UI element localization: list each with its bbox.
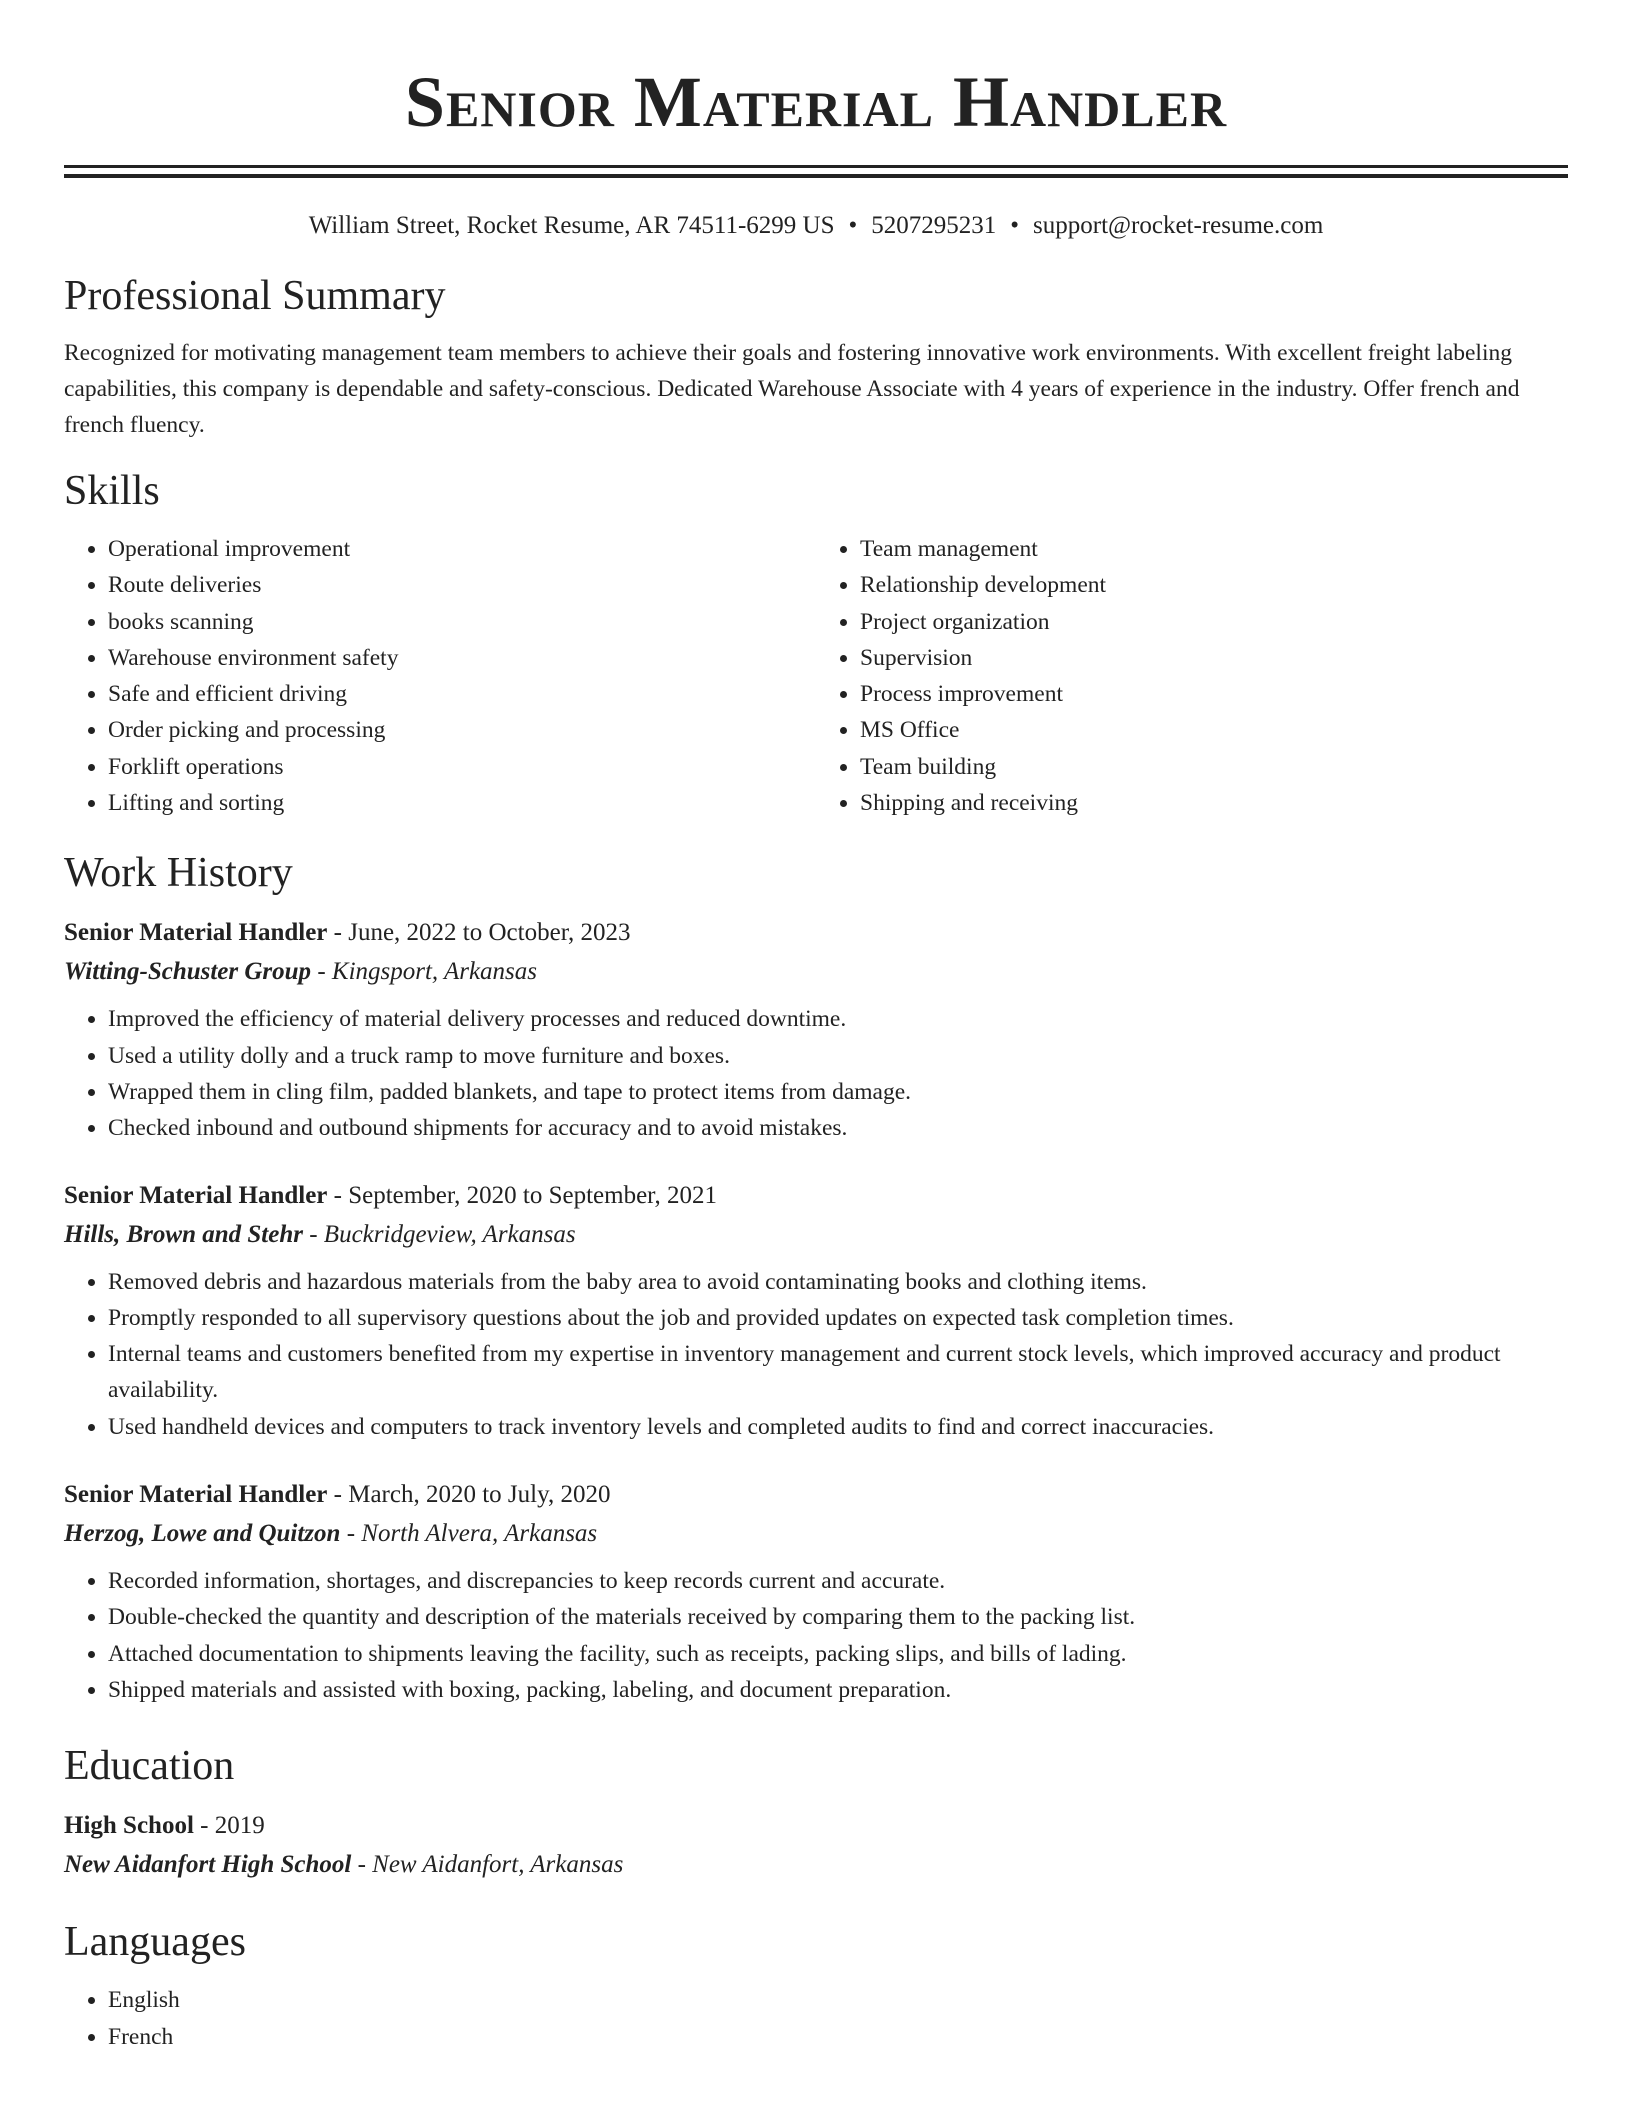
- summary-heading: Professional Summary: [64, 273, 446, 319]
- skill-item: • Operational improvement: [108, 531, 816, 567]
- job-heading: [64, 913, 1568, 953]
- skill-item: • Safe and efficient driving: [108, 676, 816, 712]
- job-bullet: • Used handheld devices and computers to track inventory levels and completed audits to find and correct inaccuracies.: [108, 1409, 1568, 1445]
- job-bullet: • Recorded information, shortages, and discrepancies to keep records current and accurate.: [108, 1563, 1568, 1599]
- skill-item: • Order picking and processing: [108, 712, 816, 748]
- job-bullet-list: [64, 1563, 1568, 1708]
- contact-phone: 5207295231: [871, 212, 997, 239]
- job-title: Senior Material Handler: [64, 1481, 328, 1509]
- job-bullet: • Removed debris and hazardous materials from the baby area to avoid contaminating books and clothing items.: [108, 1264, 1568, 1300]
- education-year: - 2019: [193, 1812, 265, 1840]
- languages-list: [64, 1982, 1568, 2055]
- skill-item: • books scanning: [108, 604, 816, 640]
- skill-item: • Process improvement: [860, 676, 1568, 712]
- skill-item: • Supervision: [860, 640, 1568, 676]
- job-bullet-list: [64, 1264, 1568, 1445]
- job-heading: [64, 1475, 1568, 1515]
- education-heading: Education: [64, 1743, 235, 1790]
- contact-address: William Street, Rocket Resume, AR 74511-6299 US: [308, 212, 835, 239]
- job-bullet: • Checked inbound and outbound shipments for accuracy and to avoid mistakes.: [108, 1110, 1568, 1146]
- language-item: • French: [108, 2019, 1568, 2055]
- education-degree-line: [64, 1806, 1568, 1846]
- skill-item: • Route deliveries: [108, 567, 816, 603]
- summary-text: Recognized for motivating management team members to achieve their goals and fostering innovative work environments. With excellent freight labeling capabilities, this company is dependable and safety-conscious. Dedicated Warehouse Associate with 4 years of experience in the industry. Offer french and french fluency.: [64, 340, 1520, 438]
- resume-name: Senior Material Handler: [404, 62, 1228, 142]
- education-school: New Aidanfort High School: [64, 1851, 352, 1879]
- header-rule-top: [64, 165, 1568, 168]
- skills-columns: [64, 531, 1568, 821]
- job-bullet-list: [64, 1001, 1568, 1146]
- contact-line: [64, 210, 1568, 242]
- job-entry: [64, 1475, 1568, 1708]
- languages-heading: Languages: [64, 1919, 246, 1966]
- skills-heading: Skills: [64, 468, 160, 514]
- skill-item: • Relationship development: [860, 567, 1568, 603]
- skill-item: • Team building: [860, 749, 1568, 785]
- job-dates: - September, 2020 to September, 2021: [327, 1181, 717, 1209]
- skills-list-right: [816, 531, 1568, 821]
- skill-item: • Warehouse environment safety: [108, 640, 816, 676]
- contact-separator: •: [1010, 212, 1020, 239]
- education-school-line: [64, 1846, 1568, 1884]
- job-bullet: • Improved the efficiency of material delivery processes and reduced downtime.: [108, 1001, 1568, 1037]
- skill-item: • Shipping and receiving: [860, 785, 1568, 821]
- job-dates: - March, 2020 to July, 2020: [327, 1481, 611, 1509]
- job-location: - Buckridgeview, Arkansas: [302, 1220, 576, 1248]
- language-item: • English: [108, 1982, 1568, 2018]
- skills-list-left: [64, 531, 816, 821]
- job-company: Hills, Brown and Stehr: [64, 1220, 303, 1248]
- job-dates: - June, 2022 to October, 2023: [327, 919, 631, 947]
- education-degree: High School: [64, 1812, 194, 1840]
- job-entry: [64, 913, 1568, 1146]
- skill-item: • Team management: [860, 531, 1568, 567]
- job-heading: [64, 1176, 1568, 1216]
- job-location: - North Alvera, Arkansas: [340, 1520, 598, 1548]
- job-bullet: • Attached documentation to shipments leaving the facility, such as receipts, packing slips, and bills of lading.: [108, 1636, 1568, 1672]
- job-employer: [64, 1515, 1568, 1553]
- job-company: Herzog, Lowe and Quitzon: [64, 1520, 341, 1548]
- job-location: - Kingsport, Arkansas: [311, 958, 538, 986]
- job-bullet: • Used a utility dolly and a truck ramp to move furniture and boxes.: [108, 1038, 1568, 1074]
- job-title: Senior Material Handler: [64, 1181, 328, 1209]
- job-bullet: • Double-checked the quantity and description of the materials received by comparing them to the packing list.: [108, 1599, 1568, 1635]
- skill-item: • Project organization: [860, 604, 1568, 640]
- resume-page: [64, 0, 1568, 2055]
- job-bullet: • Wrapped them in cling film, padded blankets, and tape to protect items from damage.: [108, 1074, 1568, 1110]
- header-rule-bottom: [64, 174, 1568, 178]
- education-entry: [64, 1806, 1568, 1884]
- job-bullet: • Internal teams and customers benefited from my expertise in inventory management and current stock levels, which improved accuracy and product availability.: [108, 1336, 1568, 1409]
- skill-item: • Lifting and sorting: [108, 785, 816, 821]
- work-history-heading: Work History: [64, 850, 293, 897]
- skill-item: • Forklift operations: [108, 749, 816, 785]
- job-entry: [64, 1176, 1568, 1445]
- job-employer: [64, 1216, 1568, 1254]
- job-bullet: • Promptly responded to all supervisory questions about the job and provided updates on expected task completion times.: [108, 1300, 1568, 1336]
- job-company: Witting-Schuster Group: [64, 958, 312, 986]
- education-location: - New Aidanfort, Arkansas: [351, 1851, 624, 1879]
- contact-separator: •: [848, 212, 858, 239]
- job-bullet: • Shipped materials and assisted with boxing, packing, labeling, and document preparation.: [108, 1672, 1568, 1708]
- job-employer: [64, 953, 1568, 991]
- job-title: Senior Material Handler: [64, 919, 328, 947]
- skill-item: • MS Office: [860, 712, 1568, 748]
- contact-email: support@rocket-resume.com: [1033, 212, 1324, 239]
